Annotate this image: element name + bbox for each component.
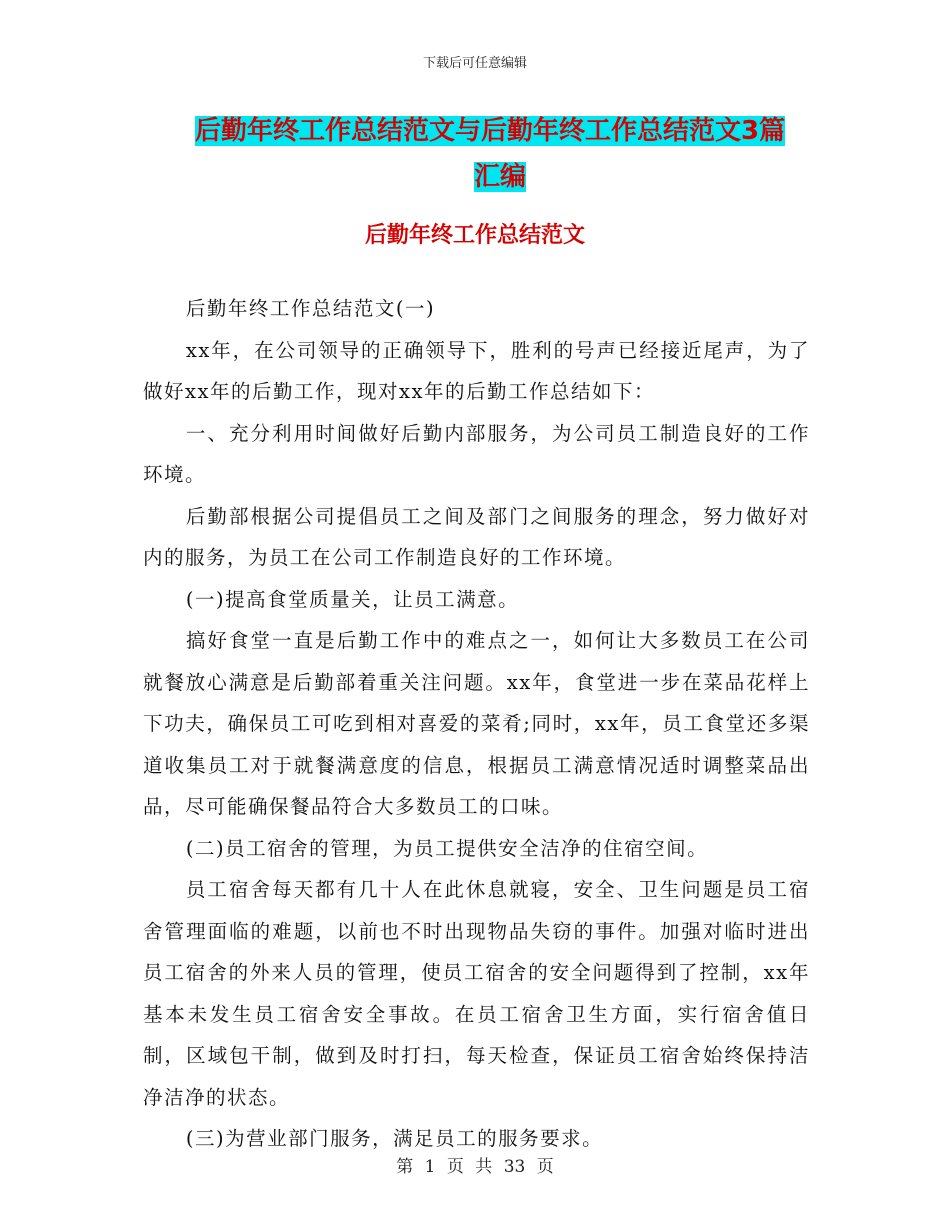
paragraph: 后勤年终工作总结范文(一) (185, 297, 436, 320)
paragraph: (一)提高食堂质量关，让员工满意。 (185, 587, 520, 611)
paragraph: 搞好食堂一直是后勤工作中的难点之一，如何让大多数员工在公司就餐放心满意是后勤部着重关注问题。xx年，食堂进一步在菜品花样上下功夫，确保员工可吃到相对喜爱的菜肴;同时，xx年，员工食堂还多渠道收集员工对于就餐满意度的信息，根据员工满意情况适时调整菜品出品，尽可能确保餐品符合大多数员工的口味。 (143, 629, 810, 818)
document-title (195, 108, 805, 200)
paragraph: (二)员工宿舍的管理，为员工提供安全洁净的住宿空间。 (185, 836, 709, 860)
paragraph: (三)为营业部门服务，满足员工的服务要求。 (185, 1127, 604, 1150)
page-number: 第 1 页 共 33 页 (396, 1157, 554, 1177)
paragraph: xx年，在公司领导的正确领导下，胜利的号声已经接近尾声，为了做好xx年的后勤工作，现对xx年的后勤工作总结如下： (143, 338, 810, 403)
section-heading: 后勤年终工作总结范文 (364, 223, 585, 248)
title-line-2: 汇编 (473, 162, 526, 192)
paragraph: 后勤部根据公司提倡员工之间及部门之间服务的理念，努力做好对内的服务，为员工在公司工作制造良好的工作环境。 (143, 504, 810, 569)
document-body (143, 288, 810, 1160)
header-note: 下载后可任意编辑 (422, 56, 527, 71)
title-line-1: 后勤年终工作总结范文与后勤年终工作总结范文3篇 (195, 116, 786, 146)
paragraph: 员工宿舍每天都有几十人在此休息就寝，安全、卫生问题是员工宿舍管理面临的难题，以前也不时出现物品失窃的事件。加强对临时进出员工宿舍的外来人员的管理，使员工宿舍的安全问题得到了控制，xx年基本未发生员工宿舍安全事故。在员工宿舍卫生方面，实行宿舍值日制，区域包干制，做到及时打扫，每天检查，保证员工宿舍始终保持洁净洁净的状态。 (143, 878, 810, 1109)
paragraph: 一、充分利用时间做好后勤内部服务，为公司员工制造良好的工作环境。 (143, 421, 810, 486)
